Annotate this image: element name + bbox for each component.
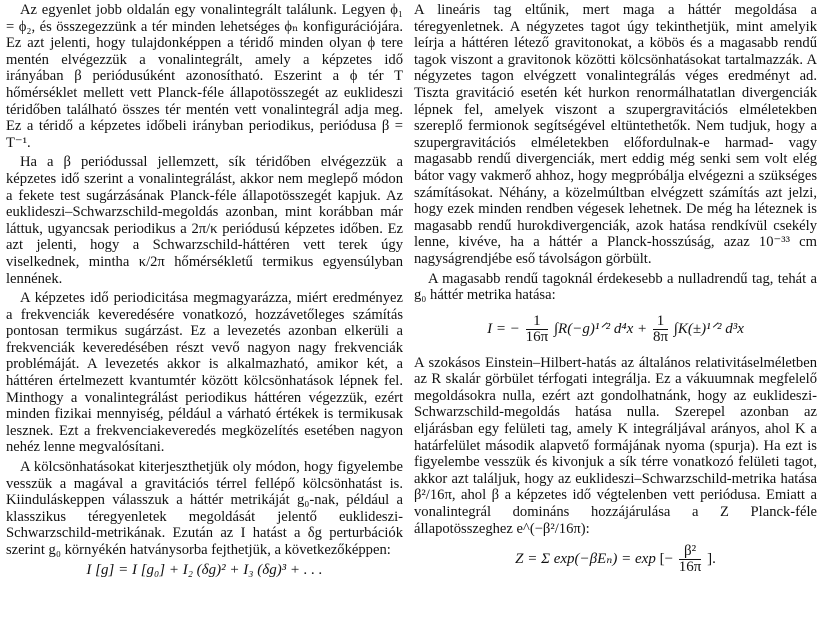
left-column (6, 2, 403, 578)
paragraph-linear-term: A lineáris tag eltűnik, mert maga a háttér megoldása a téregyenletnek. A négyzetes tagot úgy tekinthetjük, mint amelyik leírja a háttéren létező gravitonokat, a köbös és a magasabb rendű tagok viszont a gravitonok közötti kölcsönhatásokat tartalmazzák. A négyzetes tagon elvégzett vonalintegrálás véges eredményt ad. Tiszta gravitáció esetén két hurkon renormálhatatlan divergenciák lépnek fel, amelyek viszont a szupergravitációs elméletekben szereplő fermionok segítségével eltüntethetők. Nem tudjuk, hogy a szupergravitációs elméletekben előfordulnak-e harmad- vagy magasabb rendű divergenciák, mert eddig még senki sem volt elég bátor vagy vakmerő ahhoz, hogy megpróbálja elvégezni a szükséges számításokat. Néhány, a közelmúltban elvégzett számítás azt jelzi, hogy ezek minden rendben végesek lehetnek. De még ha léteznek is magasabb rendű hurokdivergenciák, azok hatása rendkívül csekély lenne, kivéve, ha a háttér a Planck-hosszúság, azaz 10⁻³³ cm nagyságrendjébe eső távolságon görbült. (414, 2, 817, 267)
partition-lhs: Z = Σ exp(−βEₙ) = exp (515, 551, 656, 568)
partition-fraction (679, 544, 702, 575)
action-fraction-2-denominator: 8π (652, 328, 669, 345)
paragraph-gravitational-interactions: A kölcsönhatásokat kiterjeszthetjük oly módon, hogy figyelembe vesszük a magával a gravitációs térrel fellépő kölcsönhatást is. Kiinduláskeppen válasszuk a háttér metrikáját g₀-nak, például a klasszikus téregyenletek megoldását jelentő euklideszi-Schwarzschild-metrikának. Ezután az I hatást a δg perturbációk szerint g₀ környékén hatványsorba fejthetjük, a következőképpen: (6, 459, 403, 558)
partition-fraction-numerator: β² (679, 544, 702, 560)
action-lhs: I = − (487, 320, 520, 337)
partition-bracket-close: ]. (707, 551, 716, 568)
equation-partition-function (414, 544, 817, 575)
action-fraction-1 (526, 314, 549, 345)
paragraph-line-integral-intro: Az egyenlet jobb oldalán egy vonalintegrált találunk. Legyen ϕ₁ = ϕ₂, és összegezzünk a tér minden lehetséges ϕₙ konfigurációjára. Ez azt jelenti, hogy tulajdonképpen a téridő minden olyan ϕ tere mentén elvégezzük a vonalintegrált, amely a képzetes idő irányában β periódusúként azonosítható. Eszerint a ϕ tér T hőmérséklet mellett vett Planck-féle állapotösszegét az euklideszi téridőben található összes tér mentén vett vonalintegrál adja meg. Ez a téridő a képzetes időbeli irányban periodikus, periódusa β = T⁻¹. (6, 2, 403, 151)
action-surface-term: ∫K(±)¹ᐟ² d³x (673, 320, 744, 337)
paragraph-imaginary-time-periodicity: A képzetes idő periodicitása megmagyarázza, miért eredményez a frekvenciák keveredésére vonatkozó, hozzávetőleges számítás pontosan termikus sugárzást. Ez a levezetés azonban elkerüli a frekvenciák keveredésében részt vevő nagyon nagy frekvenciák problémáját. A levezetés akkor is alkalmazható, amikor két, a háttéren értelmezett kvantumtér között kölcsönhatások lépnek fel. Minthogy a vonalintegrálást periodikus háttéren végezzük, ezért minden fizikai mennyiség, például a várható értékek is termikusak lesznek. Ezt a frekvenciakeveredés megközelítés esetében nagyon nehéz lenne megvalósítani. (6, 290, 403, 456)
action-fraction-1-denominator: 16π (525, 328, 549, 345)
paragraph-einstein-hilbert: A szokásos Einstein–Hilbert-hatás az általános relativitáselméletben az R skalár görbület térfogati integrálja. Ez a vákuumnak megfelelő megoldásokra nulla, ezért azt gondolhatnánk, hogy az euklideszi-Schwarzschild-megoldás hatása nulla. Szerepel azonban az eljárásban egy felületi tag, amely K integráljával arányos, ahol K a határfelület második alapvető formájának nyoma (spurja). Ha ezt is figyelembe vesszük és kivonjuk a sík térre vonatkozó felületi tagot, akkor azt találjuk, hogy az euklideszi–Schwarzschild-metrika hatása β²/16π, ahol β a képzetes idő végtelenben vett periódusa. Emiatt a vonalintegrál domináns hozzájárulása a Z Planck-féle állapotösszeghez e^(−β²/16π): (414, 354, 817, 537)
action-fraction-2-numerator: 1 (653, 314, 668, 330)
paragraph-planck-flat-spacetime: Ha a β periódussal jellemzett, sík téridőben elvégezzük a képzetes idő szerint a vonalintegrálást, akkor nem meglepő módon a fekete test sugárzásának Planck-féle állapotösszegét kapjuk. Az euklideszi–Schwarzschild-megoldás azonban, mint korábban már láttuk, ugyancsak periodikus a 2π/κ periódusú képzetes időben. Ez azt jelenti, hogy a Schwarzschild-háttéren vett terek úgy viselkednek, mintha κ/2π hőmérsékletű termikus egyensúlyban lennének. (6, 154, 403, 287)
equation-background-action (414, 314, 817, 345)
action-volume-term: ∫R(−g)¹ᐟ² d⁴x + (553, 320, 648, 337)
right-column (414, 2, 817, 575)
partition-bracket-open: [− (659, 551, 674, 568)
action-fraction-1-numerator: 1 (526, 314, 549, 330)
paragraph-zeroth-order-term: A magasabb rendű tagoknál érdekesebb a nulladrendű tag, tehát a g₀ háttér metrika hatása: (414, 270, 817, 304)
equation-action-expansion: I [g] = I [g₀] + I₂ (δg)² + I₃ (δg)³ + . . . (86, 561, 323, 578)
action-fraction-2 (653, 314, 668, 345)
partition-fraction-denominator: 16π (678, 559, 702, 576)
